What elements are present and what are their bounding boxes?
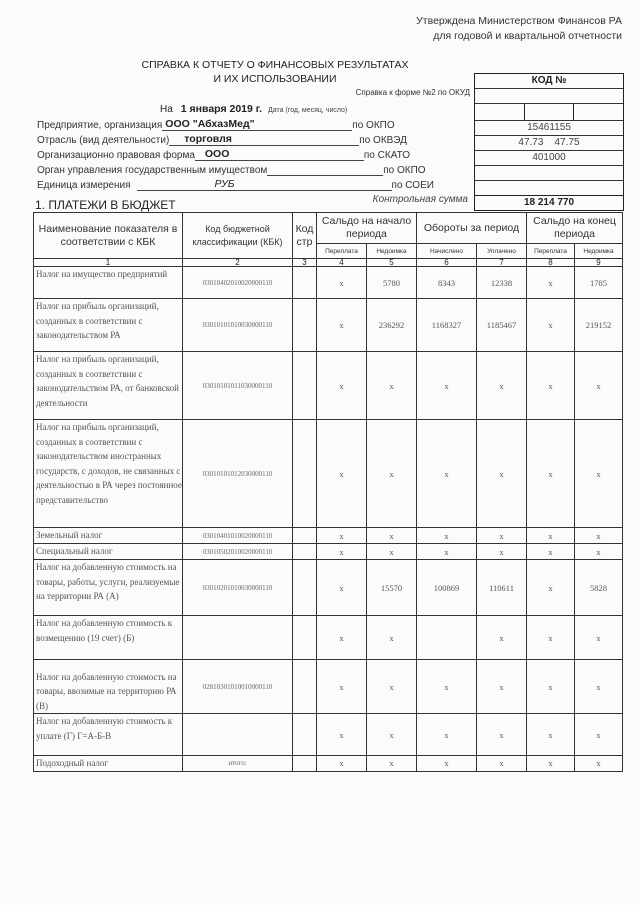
row-overpay-end[interactable]: x	[527, 616, 575, 660]
field-input[interactable]	[162, 118, 352, 131]
row-overpay-end[interactable]: x	[527, 660, 575, 714]
field-label: Единица измерения	[37, 180, 131, 191]
row-paid[interactable]: x	[477, 660, 527, 714]
row-accrued[interactable]: x	[417, 544, 477, 560]
row-line-code[interactable]	[293, 299, 317, 352]
row-accrued[interactable]: x	[417, 528, 477, 544]
field-label: Организационно правовая форма	[37, 150, 195, 161]
row-line-code[interactable]	[293, 616, 317, 660]
field-code-label: по ОКПО	[383, 165, 426, 176]
header-accrued: Начислено	[417, 244, 477, 259]
row-name: Специальный налог	[34, 544, 183, 560]
col-num: 4	[317, 259, 367, 267]
row-line-code[interactable]	[293, 714, 317, 756]
row-accrued[interactable]: x	[417, 660, 477, 714]
col-num: 2	[183, 259, 293, 267]
table-row	[34, 616, 623, 660]
row-overpay-start[interactable]: x	[317, 560, 367, 616]
document-title	[110, 58, 440, 86]
title-line-2: И ИХ ИСПОЛЬЗОВАНИИ	[213, 73, 337, 85]
row-name: Налог на добавленную стоимость к возмещению (19 счет) (Б)	[34, 616, 183, 660]
row-paid[interactable]: x	[477, 420, 527, 528]
row-accrued[interactable]: x	[417, 714, 477, 756]
header-name: Наименование показателя в соответствии с КБК	[34, 213, 183, 259]
date-value: 1 января 2019 г.	[180, 103, 263, 115]
row-kbk[interactable]: 03010502010020000110	[183, 544, 293, 560]
row-line-code[interactable]	[293, 528, 317, 544]
row-accrued[interactable]: 8343	[417, 267, 477, 299]
control-sum-label: Контрольная сумма	[372, 194, 468, 205]
row-overpay-start[interactable]: x	[317, 299, 367, 352]
table-row	[34, 660, 623, 714]
header-arrears-start: Недоимка	[367, 244, 417, 259]
row-arrears-start[interactable]: x	[367, 544, 417, 560]
field-label: Отрасль (вид деятельности)	[37, 135, 170, 146]
row-kbk[interactable]: 03010101011030000110	[183, 352, 293, 420]
row-accrued[interactable]: 100869	[417, 560, 477, 616]
row-arrears-start[interactable]: x	[367, 616, 417, 660]
title-line-1: СПРАВКА К ОТЧЕТУ О ФИНАНСОВЫХ РЕЗУЛЬТАТАХ	[141, 59, 409, 71]
field-input[interactable]	[267, 163, 383, 176]
control-sum-value[interactable]: 18 214 770	[475, 195, 623, 210]
code-box-title: КОД №	[531, 75, 567, 86]
header-turnover: Обороты за период	[417, 213, 527, 244]
row-kbk[interactable]: 03010101012030000110	[183, 420, 293, 528]
field-authority	[37, 163, 426, 176]
row-overpay-start[interactable]: x	[317, 528, 367, 544]
row-arrears-start[interactable]: x	[367, 528, 417, 544]
table-row	[34, 528, 623, 544]
row-arrears-end[interactable]: 1785	[575, 267, 623, 299]
row-arrears-end[interactable]: x	[575, 616, 623, 660]
header-arrears-end: Недоимка	[575, 244, 623, 259]
table-row	[34, 560, 623, 616]
row-overpay-end[interactable]: x	[527, 560, 575, 616]
col-num: 9	[575, 259, 623, 267]
row-name: Подоходный налог	[34, 756, 183, 772]
row-kbk[interactable]: 03010201010030000110	[183, 560, 293, 616]
header-line-code: Код стр	[293, 213, 317, 259]
row-accrued[interactable]	[417, 616, 477, 660]
col-num: 1	[34, 259, 183, 267]
field-label: Предприятие, организация	[37, 120, 163, 131]
field-code-label: по ОКВЭД	[359, 135, 407, 146]
row-overpay-end[interactable]: x	[527, 528, 575, 544]
row-paid[interactable]: 12338	[477, 267, 527, 299]
row-accrued[interactable]: x	[417, 756, 477, 772]
row-arrears-start[interactable]: x	[367, 420, 417, 528]
table-row	[34, 420, 623, 528]
code-box	[474, 73, 624, 211]
row-line-code[interactable]	[293, 420, 317, 528]
row-kbk[interactable]: 02810301010010000110	[183, 660, 293, 714]
field-input[interactable]	[137, 178, 392, 191]
row-arrears-start[interactable]: x	[367, 352, 417, 420]
field-input[interactable]	[169, 133, 359, 146]
row-overpay-end[interactable]: x	[527, 299, 575, 352]
row-overpay-start[interactable]: x	[317, 714, 367, 756]
row-name: Налог на добавленную стоимость на товары, работы, услуги, реализуемые на территории РА (А)	[34, 560, 183, 616]
row-overpay-start[interactable]: x	[317, 420, 367, 528]
field-legal-form	[37, 148, 410, 161]
row-arrears-end[interactable]: x	[575, 714, 623, 756]
code-date-month[interactable]	[524, 104, 574, 120]
row-paid[interactable]: 110611	[477, 560, 527, 616]
code-date-cells	[475, 103, 623, 120]
field-value: ООО	[204, 148, 230, 160]
section-title: 1. ПЛАТЕЖИ В БЮДЖЕТ	[35, 198, 176, 212]
row-overpay-end[interactable]: x	[527, 267, 575, 299]
field-value: ООО "АбхазМед"	[165, 118, 255, 130]
row-overpay-end[interactable]: x	[527, 352, 575, 420]
col-num: 8	[527, 259, 575, 267]
row-name: Налог на добавленную стоимость к уплате (Г) Г=А-Б-В	[34, 714, 183, 756]
field-organization	[37, 118, 395, 131]
row-overpay-start[interactable]: x	[317, 616, 367, 660]
row-name: Налог на прибыль организаций, созданных в соответствии с законодательством иностранных государств, с доходов, не связанных с деятельностью в РА через постоянное представительство	[34, 420, 183, 528]
table-row	[34, 299, 623, 352]
row-kbk[interactable]	[183, 616, 293, 660]
header-overpay-end: Переплата	[527, 244, 575, 259]
col-num: 7	[477, 259, 527, 267]
row-arrears-end[interactable]: x	[575, 352, 623, 420]
field-input[interactable]	[195, 148, 364, 161]
field-value: РУБ	[214, 178, 235, 190]
row-paid[interactable]: x	[477, 616, 527, 660]
row-arrears-start[interactable]: 236292	[367, 299, 417, 352]
row-arrears-start[interactable]: x	[367, 714, 417, 756]
row-overpay-start[interactable]: x	[317, 267, 367, 299]
budget-payments-table	[33, 212, 623, 772]
row-kbk[interactable]: 03010101010030000110	[183, 299, 293, 352]
row-accrued[interactable]: 1168327	[417, 299, 477, 352]
row-name: Налог на имущество предприятий	[34, 267, 183, 299]
row-arrears-start[interactable]: 5780	[367, 267, 417, 299]
row-arrears-start[interactable]: 15570	[367, 560, 417, 616]
code-okved[interactable]: 47.73 47.75	[475, 135, 623, 150]
row-name: Налог на прибыль организаций, созданных в соответствии с законодательством РА, от банковской деятельности	[34, 352, 183, 420]
field-code-label: по ОКПО	[352, 120, 395, 131]
row-kbk[interactable]: 03010401010020000110	[183, 528, 293, 544]
col-num: 6	[417, 259, 477, 267]
table-row	[34, 756, 623, 772]
row-overpay-start[interactable]: x	[317, 544, 367, 560]
header-kbk: Код бюджетной классификации (КБК)	[183, 213, 293, 259]
row-overpay-end[interactable]: x	[527, 714, 575, 756]
table-row	[34, 544, 623, 560]
header-paid: Уплачено	[477, 244, 527, 259]
row-paid[interactable]: x	[477, 714, 527, 756]
row-name: Земельный налог	[34, 528, 183, 544]
row-paid[interactable]: x	[477, 352, 527, 420]
row-arrears-end[interactable]: x	[575, 528, 623, 544]
code-skato[interactable]: 401000	[475, 150, 623, 165]
col-num: 3	[293, 259, 317, 267]
row-kbk[interactable]	[183, 714, 293, 756]
row-accrued[interactable]: x	[417, 352, 477, 420]
row-paid[interactable]: 1185467	[477, 299, 527, 352]
row-arrears-end[interactable]: 219152	[575, 299, 623, 352]
field-code-label: по СОЕИ	[391, 180, 434, 191]
row-name: Налог на добавленную стоимость на товары, ввозимые на территорию РА (В)	[34, 660, 183, 714]
code-soei[interactable]	[475, 180, 623, 195]
table-row	[34, 714, 623, 756]
approval-note	[416, 14, 622, 44]
row-arrears-start[interactable]: x	[367, 756, 417, 772]
approval-line-1: Утверждена Министерством Финансов РА	[416, 15, 622, 27]
row-arrears-end[interactable]: 5828	[575, 560, 623, 616]
row-kbk[interactable]: итого:	[183, 756, 293, 772]
col-num: 5	[367, 259, 417, 267]
date-hint: Дата (год, месяц, число)	[268, 107, 348, 114]
field-industry	[37, 133, 407, 146]
date-prefix: На	[160, 104, 173, 115]
row-name: Налог на прибыль организаций, созданных в соответствии с законодательством РА	[34, 299, 183, 352]
field-unit	[37, 178, 434, 191]
column-numbers-row	[34, 259, 623, 267]
row-overpay-start[interactable]: x	[317, 352, 367, 420]
table-row	[34, 267, 623, 299]
row-arrears-end[interactable]: x	[575, 660, 623, 714]
row-overpay-end[interactable]: x	[527, 544, 575, 560]
field-value: торговля	[184, 133, 232, 145]
row-arrears-end[interactable]: x	[575, 420, 623, 528]
code-okpo[interactable]: 15461155	[475, 120, 623, 135]
row-line-code[interactable]	[293, 267, 317, 299]
table-row	[34, 352, 623, 420]
row-line-code[interactable]	[293, 352, 317, 420]
row-line-code[interactable]	[293, 756, 317, 772]
header-overpay-start: Переплата	[317, 244, 367, 259]
field-code-label: по СКАТО	[363, 150, 411, 161]
okud-label: Справка к форме №2 по ОКУД	[355, 88, 470, 97]
row-arrears-start[interactable]: x	[367, 660, 417, 714]
approval-line-2: для годовой и квартальной отчетности	[433, 30, 622, 42]
report-date	[160, 103, 347, 115]
row-arrears-end[interactable]: x	[575, 544, 623, 560]
code-okpo-authority[interactable]	[475, 165, 623, 180]
row-kbk[interactable]: 03010402010020000110	[183, 267, 293, 299]
header-end-balance: Сальдо на конец периода	[527, 213, 623, 244]
code-date-day[interactable]	[573, 104, 623, 120]
row-paid[interactable]: x	[477, 756, 527, 772]
row-arrears-end[interactable]: x	[575, 756, 623, 772]
field-label: Орган управления государственным имуществом	[37, 165, 268, 176]
row-line-code[interactable]	[293, 560, 317, 616]
row-overpay-start[interactable]: x	[317, 660, 367, 714]
row-accrued[interactable]: x	[417, 420, 477, 528]
row-overpay-start[interactable]: x	[317, 756, 367, 772]
code-okud[interactable]	[475, 88, 623, 103]
row-line-code[interactable]	[293, 660, 317, 714]
row-line-code[interactable]	[293, 544, 317, 560]
row-paid[interactable]: x	[477, 544, 527, 560]
header-start-balance: Сальдо на начало периода	[317, 213, 417, 244]
row-overpay-end[interactable]: x	[527, 756, 575, 772]
row-overpay-end[interactable]: x	[527, 420, 575, 528]
code-date-year[interactable]	[475, 104, 524, 120]
row-paid[interactable]: x	[477, 528, 527, 544]
